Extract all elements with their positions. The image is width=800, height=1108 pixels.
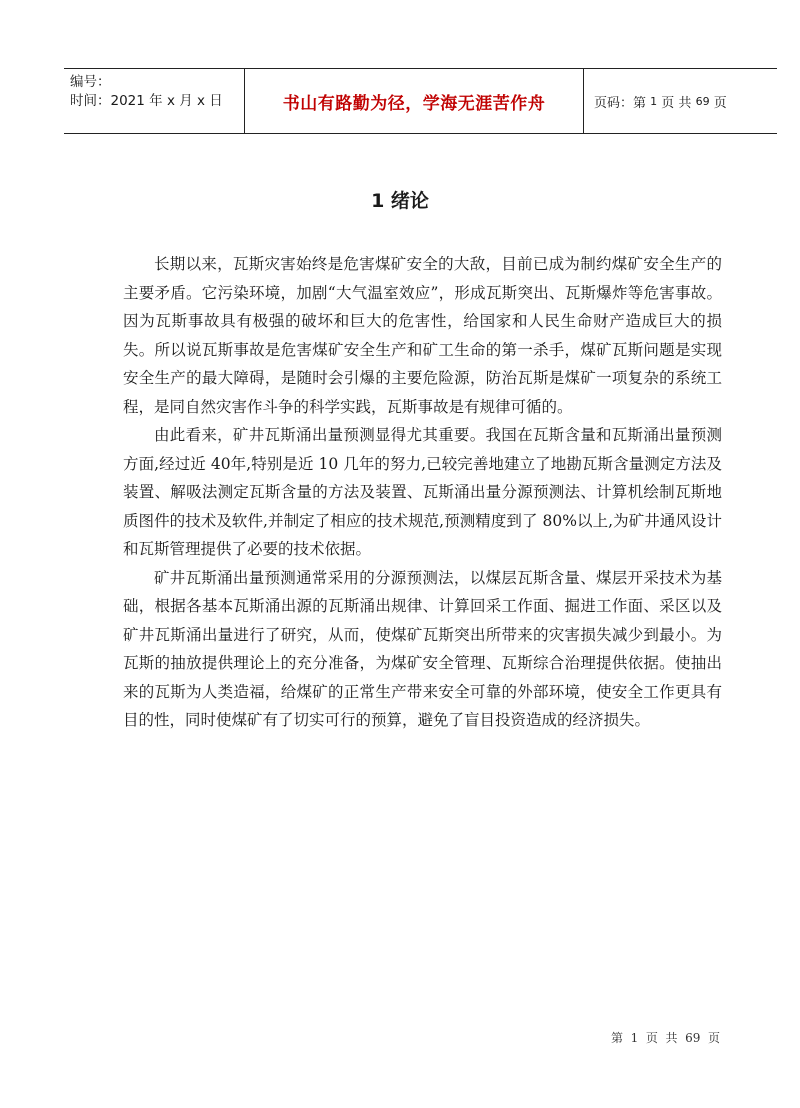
number-label: 编号：	[70, 74, 111, 90]
header-page-info	[584, 69, 777, 133]
document-body	[123, 250, 722, 735]
paragraph: 长期以来，瓦斯灾害始终是危害煤矿安全的大敌，目前已成为制约煤矿安全生产的主要矛盾。它污染环境，加剧“大气温室效应”，形成瓦斯突出、瓦斯爆炸等危害事故。因为瓦斯事故具有极强的破坏和巨大的危害性，给国家和人民生命财产造成巨大的损失。所以说瓦斯事故是危害煤矿安全生产和矿工生命的第一杀手，煤矿瓦斯问题是实现安全生产的最大障碍，是随时会引爆的主要危险源，防治瓦斯是煤矿一项复杂的系统工程，是同自然灾害作斗争的科学实践，瓦斯事故是有规律可循的。	[123, 255, 722, 416]
page-total: 69	[695, 94, 710, 108]
page-footer: 第 1 页 共 69 页	[610, 1031, 720, 1045]
header-motto: 书山有路勤为径，学海无涯苦作舟	[245, 69, 584, 133]
paragraph: 矿井瓦斯涌出量预测通常采用的分源预测法，以煤层瓦斯含量、煤层开采技术为基础，根据各基本瓦斯涌出源的瓦斯涌出规律、计算回采工作面、掘进工作面、采区以及矿井瓦斯涌出量进行了研究，从而，使煤矿瓦斯突出所带来的灾害损失减少到最小。为瓦斯的抽放提供理论上的充分准备，为煤矿安全管理、瓦斯综合治理提供依据。使抽出来的瓦斯为人类造福，给煤矿的正常生产带来安全可靠的外部环境，使安全工作更具有目的性，同时使煤矿有了切实可行的预算，避免了盲目投资造成的经济损失。	[123, 568, 722, 729]
paragraph: 由此看来，矿井瓦斯涌出量预测显得尤其重要。我国在瓦斯含量和瓦斯涌出量预测方面,经过近 40年,特别是近 10 几年的努力,已较完善地建立了地勘瓦斯含量测定方法及装置、解吸法测定瓦斯含量的方法及装置、瓦斯涌出量分源预测法、计算机绘制瓦斯地质图件的技术及软件,并制定了相应的技术规范,预测精度到了 80%以上,为矿井通风设计和瓦斯管理提供了必要的技术依据。	[123, 426, 722, 558]
page-suffix: 页	[713, 95, 727, 111]
section-title: 1 绪论	[371, 190, 429, 212]
page-current: 1	[650, 94, 658, 108]
page-header	[64, 68, 777, 134]
page-middle: 页 共	[661, 95, 692, 111]
header-info-cell	[64, 69, 245, 133]
page-prefix: 页码：第	[594, 95, 647, 111]
time-label: 时间：2021 年 x 月 x 日	[70, 93, 223, 109]
